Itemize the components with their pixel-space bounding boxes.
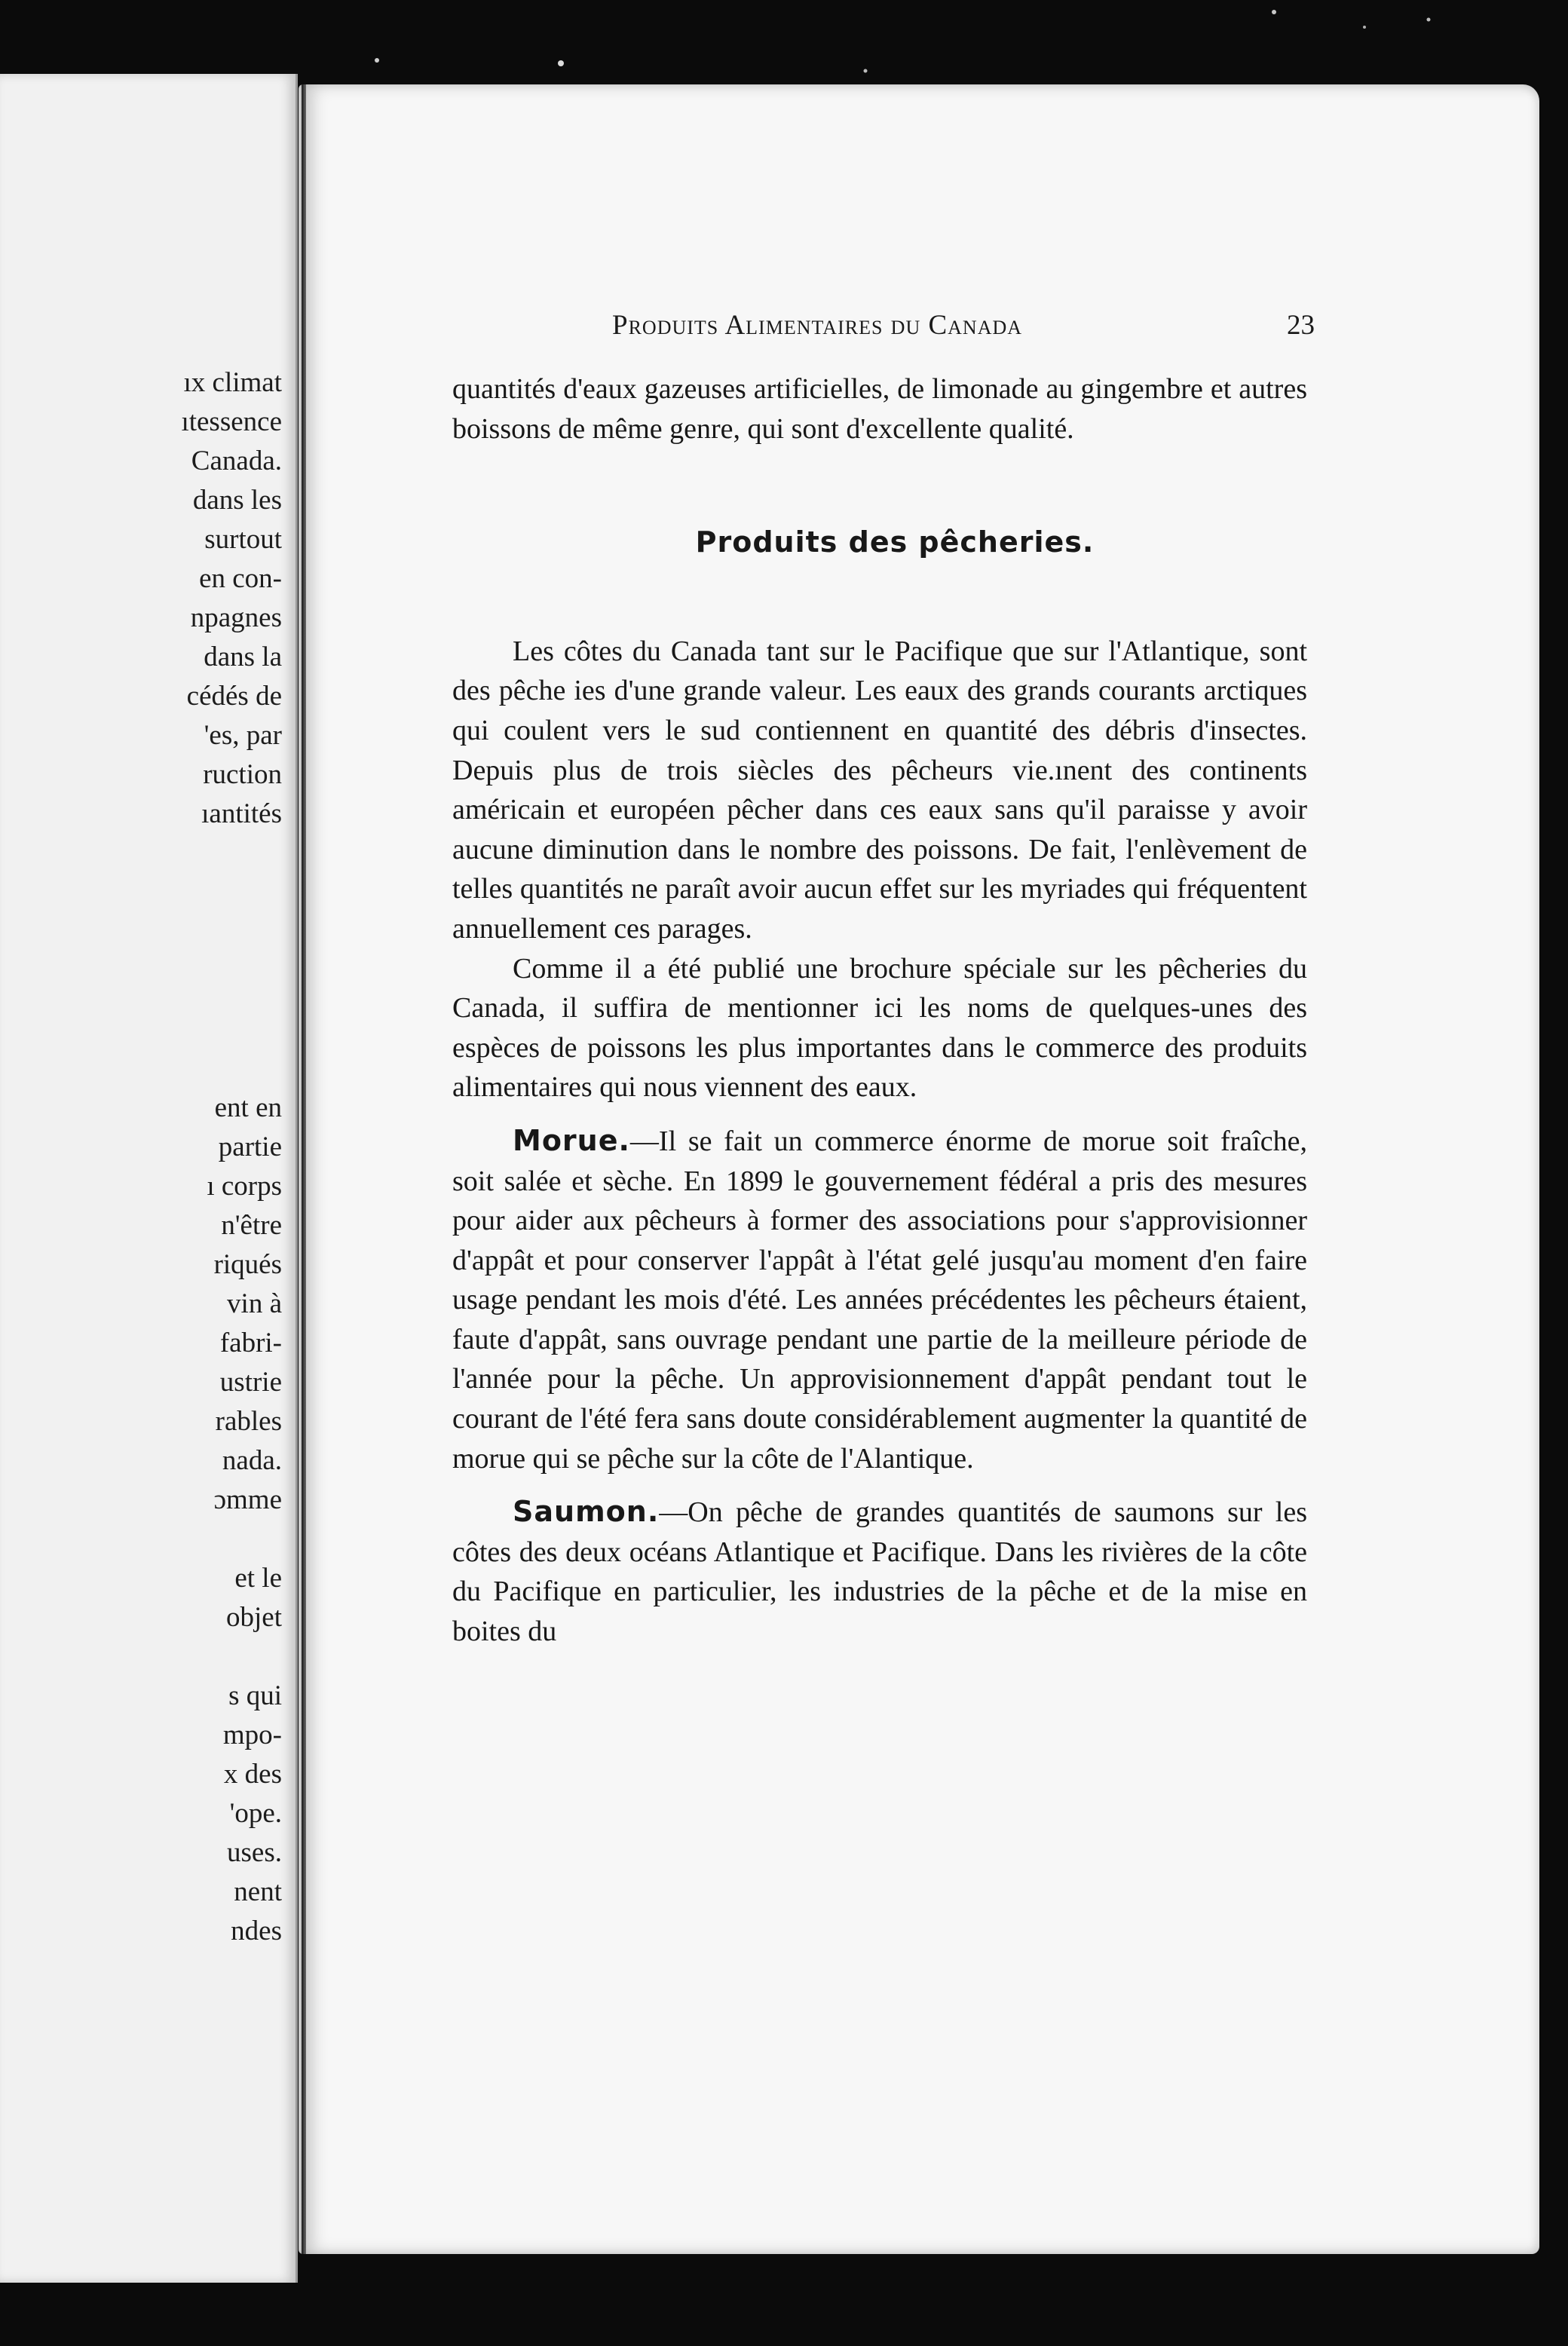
left-line: nada.: [222, 1445, 282, 1476]
page-gutter: [302, 84, 306, 2254]
left-line: en con-: [199, 563, 282, 594]
left-line: npagnes: [190, 602, 282, 633]
paragraph-saumon: [452, 1492, 1307, 1651]
section-heading: Produits des pêcheries.: [695, 525, 1095, 559]
left-line: ıtessence: [181, 406, 282, 437]
left-line: 'es, par: [204, 720, 282, 751]
page-number: 23: [1287, 310, 1315, 341]
left-line: et le: [234, 1563, 282, 1594]
left-line: uses.: [227, 1837, 282, 1868]
running-head: [612, 309, 1315, 341]
left-line: ɔmme: [213, 1484, 282, 1515]
left-line: nent: [234, 1876, 282, 1907]
run-in-heading-morue: Morue.: [513, 1123, 630, 1157]
left-line: x des: [223, 1759, 282, 1790]
left-line: mpo-: [222, 1720, 282, 1750]
morue-text: —Il se fait un commerce énorme de morue soit fraîche, soit salée et sèche. En 1899 le gouvernement fédéral a pris des mesures pour aider aux pêcheurs à former des associations pour s'approvisionner d'appât et pour conserver l'appât à l'état gelé jusqu'au moment d'en faire usage pendant les mois d'été. Les années précédentes les pêcheurs étaient, faute d'appât, sans ouvrage pendant une partie de la meilleure période de l'année pour la pêche. Un approvisionnement d'appât pendant tout le courant de l'été fera sans doute considérablement augmenter la quantité de morue qui se pêche sur la côte de l'Alantique.: [452, 1125, 1307, 1475]
left-line: ent en: [214, 1092, 282, 1123]
left-line: s qui: [228, 1680, 282, 1711]
left-line: riqués: [213, 1249, 282, 1280]
left-page: [0, 74, 298, 2283]
left-line: objet: [226, 1602, 282, 1633]
left-line: dans la: [204, 642, 282, 672]
left-line: rables: [215, 1406, 282, 1437]
left-line: cédés de: [186, 681, 282, 712]
left-line: ıantités: [201, 798, 282, 829]
left-line: ıx climat: [183, 367, 282, 398]
left-line: fabri-: [219, 1328, 282, 1358]
page-body: [452, 369, 1307, 1652]
left-line: 'ope.: [229, 1798, 282, 1829]
left-line: dans les: [192, 485, 282, 516]
paragraph-brochure: Comme il a été publié une brochure spéciale sur les pêcheries du Canada, il suffira de mentionner ici les noms de quelques-unes des espèces de poissons les plus importantes dans le commerce des produits alimentaires qui nous viennent des eaux.: [452, 952, 1307, 1104]
paragraph-continuation: quantités d'eaux gazeuses artificielles, de limonade au gingembre et autres boissons de même genre, qui sont d'excellente qualité.: [452, 373, 1307, 445]
running-head-title: Produits Alimentaires du Canada: [612, 310, 1023, 341]
left-line: vin à: [227, 1288, 282, 1319]
left-line: ı corps: [207, 1171, 282, 1202]
left-line: surtout: [204, 524, 282, 555]
paragraph-morue: [452, 1121, 1307, 1478]
paragraph-coasts: Les côtes du Canada tant sur le Pacifique que sur l'Atlantique, sont des pêche ies d'une grande valeur. Les eaux des grands courants arctiques qui coulent vers le sud contiennent en quantité des débris d'insectes. Depuis plus de trois siècles des pêcheurs vie.ınent des continents américain et européen pêcher dans ces eaux sans qu'il paraisse y avoir aucune diminution dans le nombre des poissons. De fait, l'enlèvement de telles quantités ne paraît avoir aucun effet sur les myriades qui fréquentent annuellement ces parages.: [452, 635, 1307, 945]
left-line: ustrie: [219, 1367, 282, 1398]
left-line: Canada.: [191, 446, 282, 476]
saumon-text: —On pêche de grandes quantités de saumons sur les côtes des deux océans Atlantique et Pacifique. Dans les rivières de la côte du Pacifique en particulier, les industries de la pêche et de la mise en boites du: [452, 1496, 1307, 1648]
left-line: n'être: [221, 1210, 282, 1241]
run-in-heading-saumon: Saumon.: [513, 1495, 660, 1529]
left-line: ruction: [203, 759, 282, 790]
left-line: ndes: [231, 1916, 282, 1946]
left-line: partie: [218, 1132, 282, 1162]
